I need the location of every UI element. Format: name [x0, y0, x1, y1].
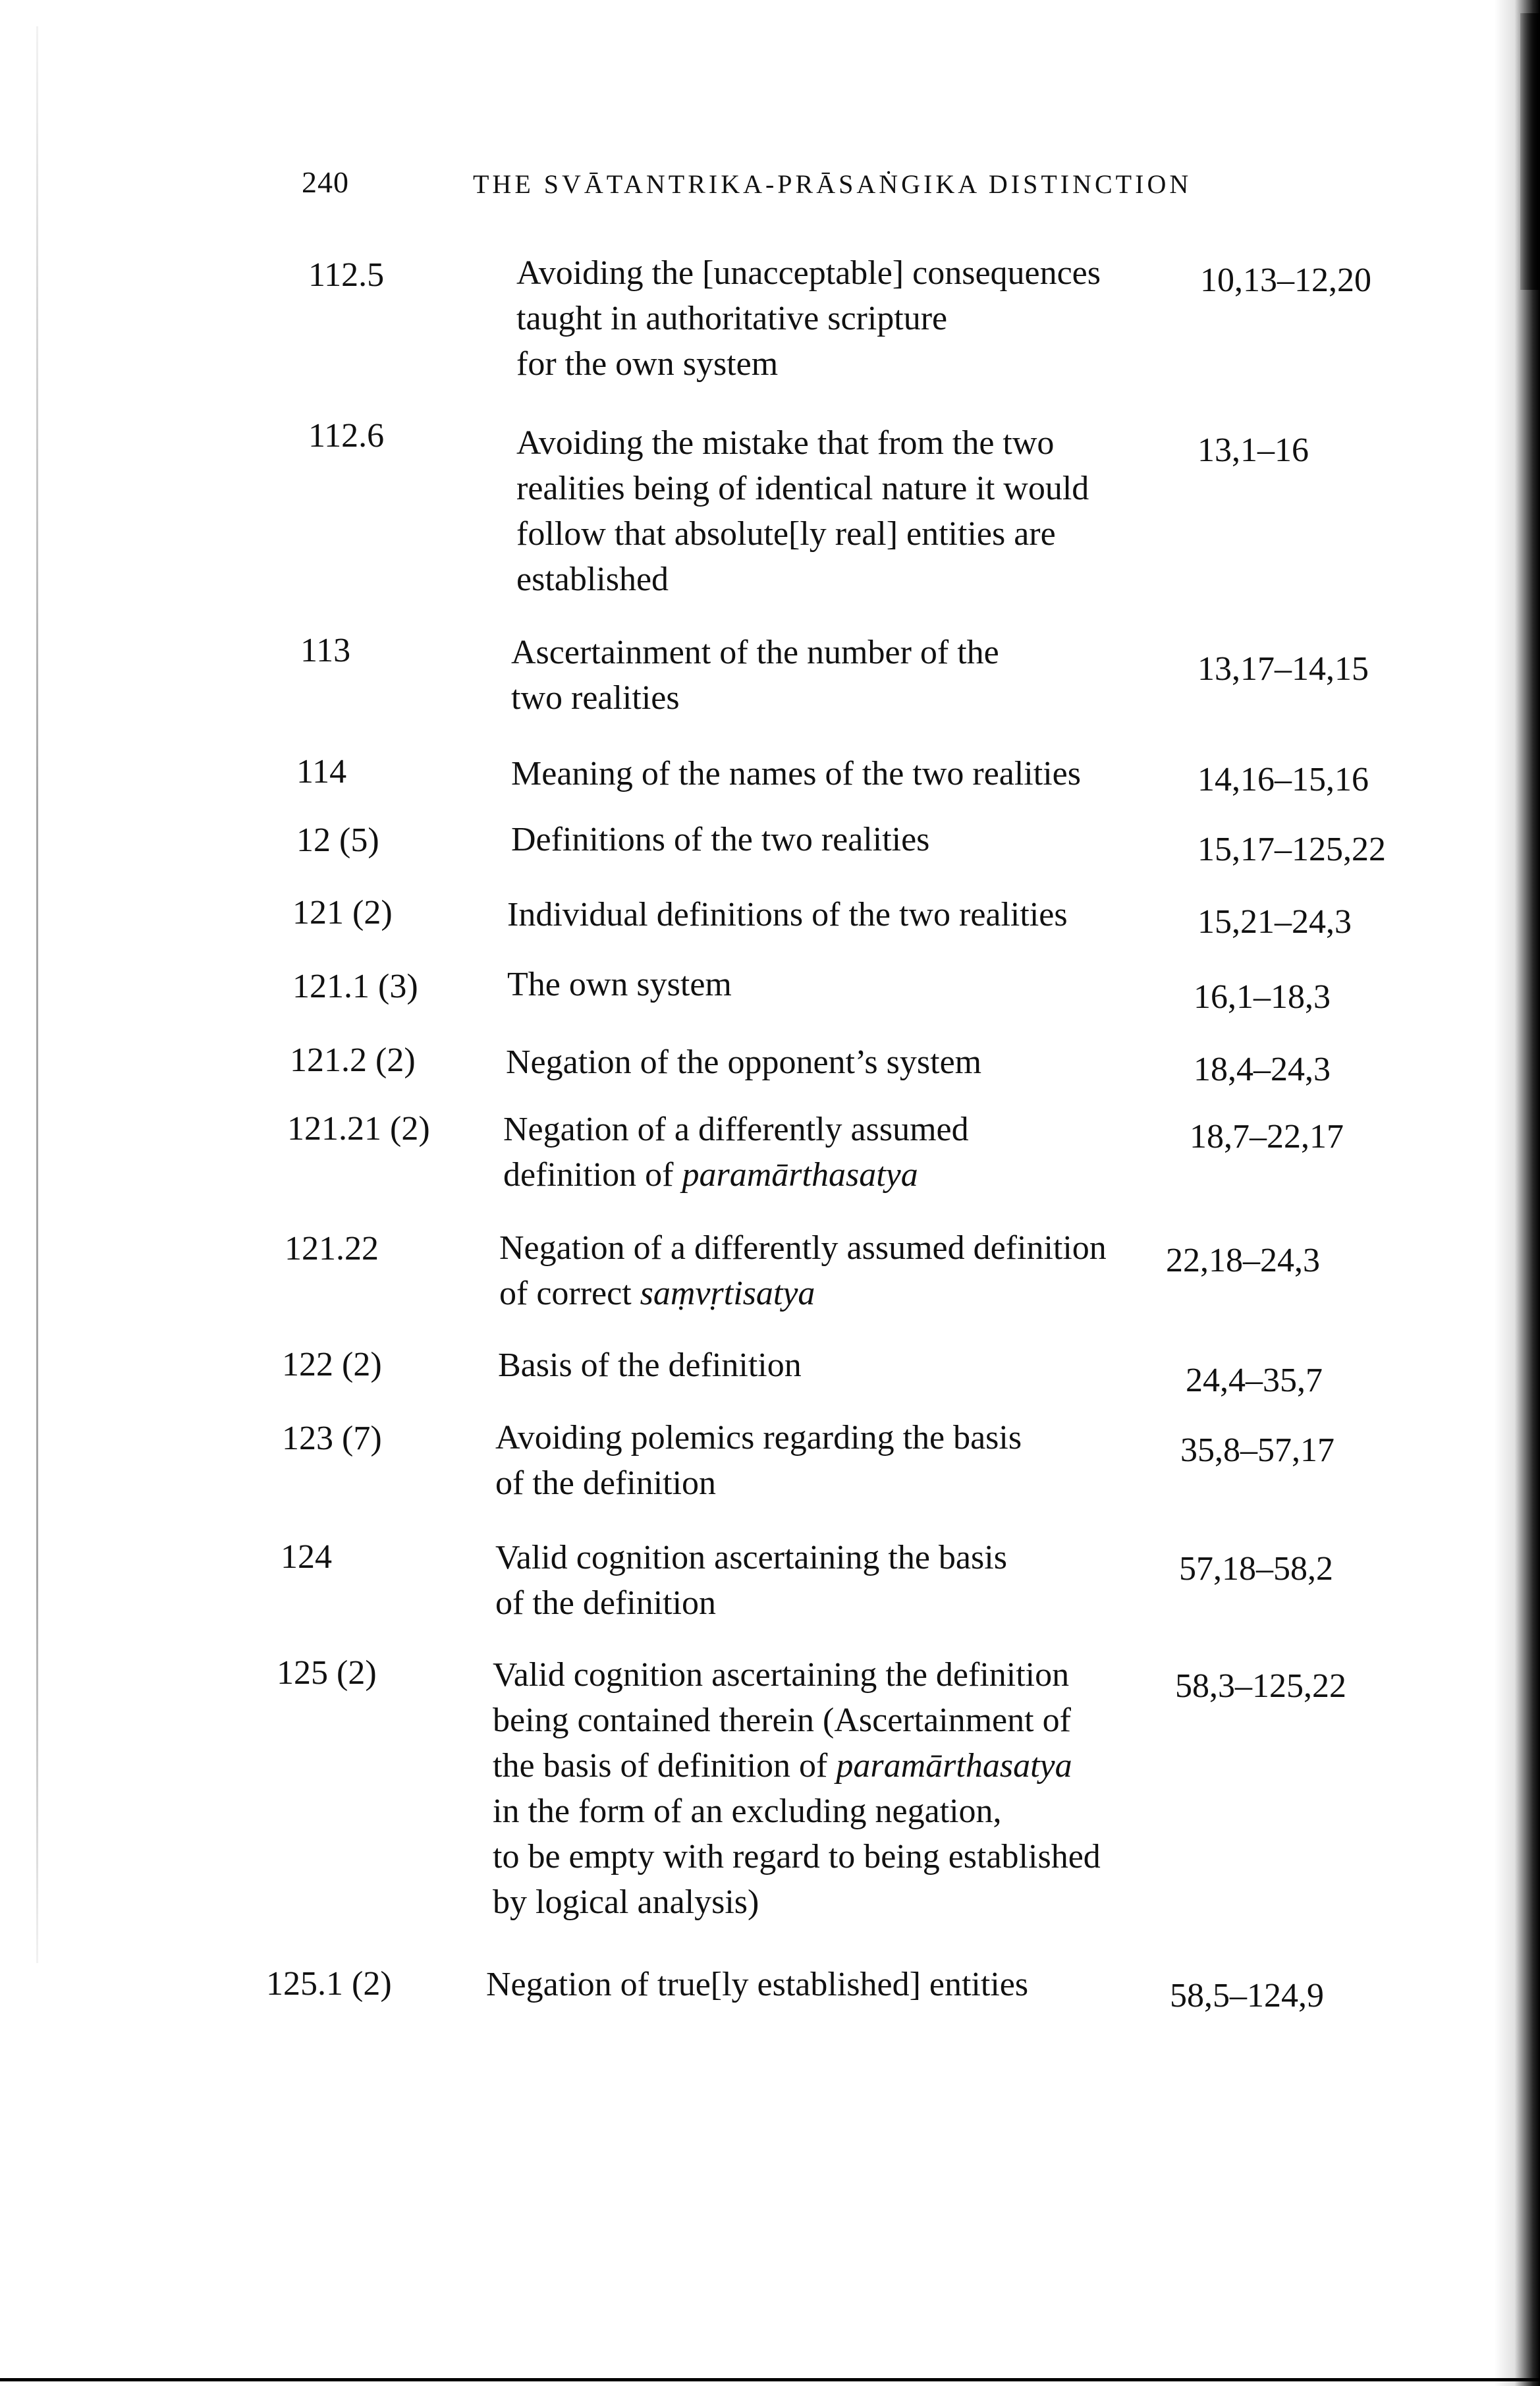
entry-line: by logical analysis): [493, 1883, 759, 1921]
entry-number: 124: [281, 1538, 332, 1576]
entry-line: of the definition: [495, 1584, 717, 1622]
entry-description: [507, 892, 1068, 937]
entry-line: Avoiding polemics regarding the basis: [495, 1419, 1022, 1457]
entry-line: Valid cognition ascertaining the definition: [493, 1656, 1070, 1694]
entry-number: 122 (2): [282, 1346, 382, 1383]
entry-line: Negation of the opponent’s system: [506, 1043, 982, 1081]
entry-description: [495, 1535, 1007, 1626]
entry-line: Avoiding the [unacceptable] consequences: [516, 254, 1101, 292]
entry-line: to be empty with regard to being established: [493, 1838, 1101, 1875]
entry-number: 121 (2): [292, 894, 393, 931]
entry-reference: 58,3–125,22: [1175, 1667, 1346, 1705]
entry-line: Meaning of the names of the two realities: [511, 755, 1081, 792]
entry-line: Ascertainment of the number of the: [511, 634, 999, 671]
entry-description: [516, 420, 1089, 602]
entry-number: 112.6: [308, 417, 385, 455]
sanskrit-term: saṃvṛtisatya: [640, 1275, 815, 1312]
entry-line: Basis of the definition: [498, 1346, 802, 1384]
entry-reference: 24,4–35,7: [1186, 1362, 1323, 1399]
entry-description: [503, 1107, 969, 1198]
entry-description: [499, 1225, 1107, 1316]
entry-reference: 22,18–24,3: [1166, 1242, 1320, 1279]
entry-number: 12 (5): [296, 821, 379, 859]
entry-line: realities being of identical nature it would: [516, 470, 1089, 507]
entry-reference: 10,13–12,20: [1200, 262, 1371, 299]
entry-description: [511, 817, 929, 862]
entry-line: of the definition: [495, 1464, 717, 1502]
entry-reference: 18,4–24,3: [1194, 1051, 1331, 1088]
entry-line: taught in authoritative scripture: [516, 300, 948, 337]
entry-number: 121.22: [285, 1230, 379, 1267]
entry-line: Negation of true[ly established] entities: [486, 1966, 1029, 2003]
entry-number: 125.1 (2): [266, 1965, 392, 2003]
page-header: [0, 165, 1540, 211]
entry-line: [493, 1743, 1101, 1789]
entry-number: 125 (2): [277, 1654, 377, 1692]
entry-reference: 35,8–57,17: [1180, 1431, 1334, 1469]
entry-line: Individual definitions of the two realities: [507, 896, 1068, 933]
entry-number: 123 (7): [282, 1420, 382, 1457]
entry-number: 112.5: [308, 256, 385, 294]
entry-reference: 58,5–124,9: [1170, 1977, 1324, 2014]
sanskrit-term: paramārthasatya: [836, 1747, 1072, 1785]
entry-description: [506, 1040, 981, 1085]
entry-line: two realities: [511, 679, 680, 717]
entry-number: 114: [296, 753, 347, 791]
entry-reference: 16,1–18,3: [1194, 978, 1331, 1016]
entry-description: [511, 751, 1081, 796]
entry-reference: 13,17–14,15: [1197, 650, 1369, 688]
entry-description: [498, 1343, 802, 1388]
entry-number: 121.2 (2): [290, 1041, 416, 1079]
entry-number: 121.21 (2): [287, 1110, 430, 1148]
entry-description: [516, 250, 1101, 387]
entry-reference: 18,7–22,17: [1190, 1118, 1344, 1155]
entry-line-prefix: definition of: [503, 1156, 682, 1194]
entry-line: being contained therein (Ascertainment of: [493, 1702, 1071, 1739]
entry-line: follow that absolute[ly real] entities are: [516, 515, 1056, 553]
entry-description: [486, 1962, 1028, 2007]
entry-number: 113: [300, 632, 351, 669]
entry-line-prefix: of correct: [499, 1275, 640, 1312]
running-head: THE SVĀTANTRIKA-PRĀSAṄGIKA DISTINCTION: [473, 169, 1192, 199]
entry-reference: 14,16–15,16: [1197, 761, 1369, 798]
scan-bottom-edge: [0, 2378, 1540, 2381]
sanskrit-term: paramārthasatya: [682, 1156, 918, 1194]
entry-reference: 15,17–125,22: [1197, 831, 1386, 868]
entry-description: [495, 1415, 1022, 1506]
entry-line: Definitions of the two realities: [511, 821, 930, 858]
entry-line: Negation of a differently assumed definition: [499, 1229, 1107, 1267]
entry-reference: 15,21–24,3: [1197, 903, 1352, 941]
entry-reference: 13,1–16: [1197, 431, 1309, 469]
entry-line: established: [516, 561, 669, 598]
entry-line: [499, 1271, 1107, 1316]
entry-description: [493, 1652, 1101, 1925]
page-number: 240: [302, 165, 349, 199]
entry-line: Valid cognition ascertaining the basis: [495, 1539, 1007, 1576]
entry-reference: 57,18–58,2: [1179, 1550, 1333, 1588]
entry-description: [511, 630, 999, 721]
entry-line: [503, 1152, 969, 1198]
entry-number: 121.1 (3): [292, 968, 418, 1005]
scan-page-edge-shadow: [1494, 0, 1540, 2386]
entry-description: [507, 962, 732, 1007]
scan-left-rule: [36, 26, 38, 1963]
entry-line: Negation of a differently assumed: [503, 1111, 969, 1148]
entry-line: in the form of an excluding negation,: [493, 1792, 1002, 1830]
scan-page-edge-dark: [1520, 13, 1540, 290]
entry-line-prefix: the basis of definition of: [493, 1747, 837, 1785]
entry-line: The own system: [507, 966, 732, 1003]
entry-line: for the own system: [516, 345, 779, 383]
entry-line: Avoiding the mistake that from the two: [516, 424, 1055, 462]
